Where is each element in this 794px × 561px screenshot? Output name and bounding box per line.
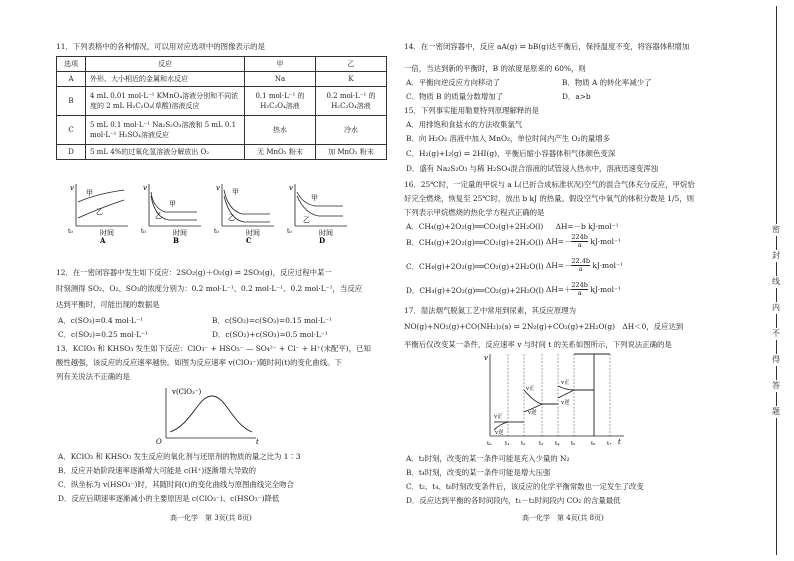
curve-label: 乙 [303,216,310,224]
table-cell: 5 mL 4%的过氧化氢溶液分解放出 O₂ [86,145,245,160]
sign: ＋ [563,285,572,295]
q13-graph-svg [152,384,264,448]
q11-graph-svg [66,182,351,244]
q14-stem-1: 14．在一密闭容器中，反应 aA(g) ⇌ bB(g)达平衡后，保持温度不变，将容器体积增加 [404,42,690,51]
page-footer-right: 高一化学 第 4页(共 8页) [522,514,604,522]
q14-stem-2: 一倍，当达到新的平衡时，B 的浓度是原来的 60%，则 [404,64,586,73]
numerator: 22.4b [571,257,591,265]
q12-stem-3: 达到平衡时，可能出现的数据是 [56,300,160,309]
q16-option-d [406,286,544,295]
unit: kJ·mol⁻¹ [590,285,621,295]
q16-option-b-dh [546,234,621,249]
x-axis-label: t [618,438,621,446]
tick-label: t₁ [505,441,510,447]
curve-label: v逆 [528,410,537,416]
origin-label: t₀ [141,228,146,235]
unit: kJ·mol⁻¹ [592,261,623,271]
curve-label: 乙 [96,208,103,216]
x-axis-label: t [256,438,259,446]
equation: CH₄(g)+2O₂(g)══CO₂(g)+2H₂O(l) [419,262,544,271]
option-letter: B． [406,238,419,247]
q14-option-a: A．平衡向逆反应方向移动了 [406,78,501,87]
unit: kJ·mol⁻¹ [590,237,621,247]
table-cell: 0.2 mol·L⁻¹ 的 H₂C₂O₄溶液 [316,87,387,116]
denominator: a [577,241,582,250]
curve-label: v正 [494,414,503,420]
tick-label: t₇ [607,441,612,447]
graph-label: C [246,236,252,244]
seal-char: 得 [772,355,780,364]
denominator: a [578,265,583,274]
tick-label: t₅ [571,441,576,447]
origin-label: t₀ [287,228,292,235]
seal-line-sidebar [760,0,794,561]
page-footer-left: 高一化学 第 3页(共 8页) [170,514,252,522]
q16-option-c [406,262,544,271]
q12-option-b: B．c(SO₂)=c(SO₃)=0.15 mol·L⁻¹ [212,316,332,325]
graph-b [141,184,201,244]
seal-char: 线 [772,277,780,286]
seal-char: 题 [772,407,780,416]
table-cell: 0.1 mol·L⁻¹ 的 H₂C₂O₄溶液 [245,87,316,116]
q15-option-d: D．盛有 Na₂S₂O₃ 与稀 H₂SO₄混合溶液的试管浸入热水中，溶液迅速变浑浊 [406,164,659,173]
q13-stem-2: 酸性越强，该反应的反应速率越快。如图为反应速率 v(ClO₃⁻)随时间(t)的变化曲线。下 [56,358,342,367]
sign: － [563,261,572,271]
q16-stem-1: 16．25℃时，一定量的甲烷与 a L(已折合成标准状况)空气的混合气体充分反应，甲烷恰 [404,180,695,189]
q15-option-a: A．用排饱和食盐水的方法收集氯气 [406,120,523,129]
curve-label: 甲 [311,194,318,202]
q13-option-a: A．KClO₃ 和 KHSO₃ 发生反应的氧化剂与还原剂的物质的量之比为 1∶3 [58,452,301,461]
q13-stem-3: 列有关说法不正确的是 [56,372,130,381]
q13-option-c: C．纵坐标为 v(HSO₃⁻)时，其随时间(t)的变化曲线与原图曲线完全吻合 [58,480,294,489]
y-axis-label: v [70,184,74,192]
q14-option-d: D．a>b [562,92,591,101]
x-axis-label: 时间 [246,229,260,237]
q12-option-a: A．c(SO₃)=0.4 mol·L⁻¹ [58,316,143,325]
q16-option-c-dh [546,258,623,273]
enthalpy-label: ΔH= [546,237,564,247]
seal-char: 答 [772,381,780,390]
q13-option-d: D．反应后期速率逐渐减小的主要原因是 c(ClO₃⁻)、c(HSO₃⁻)降低 [58,494,280,503]
q11-table [56,56,387,160]
q15-stem: 15．下列事实能用勒夏特列原理解释的是 [404,106,540,115]
q14-option-b: B．物质 A 的转化率减少了 [562,78,652,87]
tick-label: t₂ [521,441,526,447]
q12-stem-1: 12．在一密闭容器中发生如下反应：2SO₂(g)＋O₂(g) ⇌ 2SO₃(g)，反应过程中某一 [56,268,332,277]
q15-option-c: C．H₂(g)+I₂(g) ⇌ 2HI(g)，平衡后缩小容器体积气体颜色变深 [406,149,616,158]
q13-option-b: B．反应开始阶段速率逐渐增大可能是 c(H⁺)逐渐增大导致的 [58,466,257,475]
graph-label: A [100,236,106,244]
option-letter: C． [406,262,420,271]
curve-label: v正 [526,386,535,392]
equation: CH₄(g)+2O₂(g)══CO₂(g)+2H₂O(l) [418,238,544,247]
y-axis-label: v(ClO₃⁻) [172,388,202,396]
curve-label: 甲 [232,188,239,196]
q11-graphs [66,182,351,244]
q14-option-c: C．物质 B 的质量分数增加了 [406,92,504,101]
tick-label: t₀ [487,441,492,447]
table-cell: 外形、大小相近的金属和水反应 [86,72,245,87]
q17-graph [478,350,628,448]
table-cell: 热水 [245,116,316,145]
curve-label: 甲 [86,189,93,197]
q17-stem-3: 平衡后仅改变某一条件，反应速率 v 与时间 t 的关系如图所示，下列说法正确的是 [404,340,672,349]
option-letter: D． [406,286,420,295]
q15-option-b: B．向 H₂O₂ 溶液中加入 MnO₂，单位时间内产生 O₂的量增多 [406,134,611,143]
tick-label: t₆ [591,441,596,447]
table-cell: C [57,116,86,145]
denominator: a [577,289,582,298]
table-cell: A [57,72,86,87]
q17-option-b: B．t₄时刻，改变的某一条件可能是增大压强 [406,468,551,477]
graph-label: D [319,236,326,244]
graph-a [68,184,128,244]
curve-label: v逆 [561,400,570,406]
y-axis-label: v [289,184,293,192]
table-cell: 4 mL 0.01 mol·L⁻¹ KMnO₄溶液分别和不同浓度的 2 mL H₂C₂O₄(草酸)溶液反应 [86,87,245,116]
table-cell: 5 mL 0.1 mol·L⁻¹ Na₂S₂O₃溶液和 5 mL 0.1 mol·L⁻¹ H₂SO₄溶液反应 [86,116,245,145]
q16-stem-2: 好完全燃烧，恢复至 25℃时，放出 b kJ 的热量。假设空气中氧气的体积分数是 1/5，则 [404,194,694,203]
table-cell: D [57,145,86,160]
numerator: 224b [571,281,588,289]
enthalpy-label: ΔH= [546,285,564,295]
option-letter: A． [406,222,419,231]
x-axis-label: 时间 [100,229,114,237]
seal-char: 封 [772,251,780,260]
numerator: 224b [571,233,588,241]
q16-option-b [406,238,543,247]
table-header: 乙 [316,57,387,72]
q17-stem-2: NO(g)+NO₂(g)+CO(NH₂)₂(s) ⇌ 2N₂(g)+CO₂(g)+2H₂O(g) ΔH＜0，反应达到 [404,322,684,331]
q11-stem: 11．下列表格中的各种情况，可以用对应选项中的图像表示的是 [56,42,265,51]
table-cell: B [57,87,86,116]
graph-c [214,184,274,244]
y-axis-label: v [143,184,147,192]
table-cell: K [316,72,387,87]
table-header: 甲 [245,57,316,72]
curve-label: 甲 [169,200,176,208]
seal-char: 密 [772,225,780,234]
table-cell: Na [245,72,316,87]
curve-label: v逆 [495,430,504,436]
q12-option-d: D．c(SO₂)+c(SO₃)=0.5 mol·L⁻¹ [212,330,328,339]
x-axis-label: 时间 [173,229,187,237]
table-header: 选项 [57,57,86,72]
x-axis-label: 时间 [319,229,333,237]
origin-label: t₀ [214,228,219,235]
q12-stem-2: 时刻测得 SO₂、O₂、SO₃的浓度分别为：0.2 mol·L⁻¹、0.2 mol·L⁻¹、0.2 mol·L⁻¹，当反应 [56,284,363,293]
table-cell: 加 MnO₂ 粉末 [316,145,387,160]
y-axis-label: v [484,354,488,362]
curve-label: 乙 [228,214,235,222]
graph-label: B [173,236,179,244]
q17-option-a: A．t₂时刻，改变的某一条件可能是充入少量的 N₂ [406,454,570,463]
enthalpy: ΔH=－b kJ·mol⁻¹ [555,222,619,231]
tick-label: t₄ [555,441,560,447]
q13-graph [152,384,264,448]
table-cell: 冷水 [316,116,387,145]
curve-label: 乙 [155,212,162,220]
seal-char: 不 [772,329,780,338]
q16-option-d-dh [546,282,621,297]
q17-option-d: D．反应达到平衡的各时间段内，t₁－t₂时间段内 CO₂ 的含量最低 [406,496,621,505]
q12-option-c: C．c(SO₂)=0.25 mol·L⁻¹ [58,330,148,339]
sign: － [563,237,572,247]
enthalpy-label: ΔH= [546,261,564,271]
curve-label: v正 [561,380,570,386]
q17-option-c: C．t₂、t₄、t₆时刻改变条件后，该反应的化学平衡常数也一定发生了改变 [406,482,644,491]
origin-label: O [156,438,162,446]
y-axis-label: v [216,184,220,192]
seal-char: 内 [772,303,780,312]
equation: CH₄(g)+2O₂(g)══CO₂(g)+2H₂O(l) [418,222,544,231]
graph-d [287,184,347,244]
q16-stem-3: 下列表示甲烷燃烧的热化学方程式正确的是 [404,208,545,217]
table-header: 反应 [86,57,245,72]
q17-graph-svg [478,350,628,448]
equation: CH₄(g)+2O₂(g)══CO₂(g)+2H₂O(l) [419,286,544,295]
origin-label: t₀ [68,228,73,235]
q16-option-a [406,222,619,231]
tick-label: t₃ [539,441,544,447]
q13-stem-1: 13．KClO₃ 和 KHSO₃ 发生如下反应：ClO₃⁻ + HSO₃⁻ — SO₄²⁻ + Cl⁻ + H⁺(未配平)，已知 [56,344,371,353]
table-cell: 无 MnO₂ 粉末 [245,145,316,160]
q17-stem-1: 17．湿法烟气脱氮工艺中常用到尿素，其反应原理为 [404,306,577,315]
